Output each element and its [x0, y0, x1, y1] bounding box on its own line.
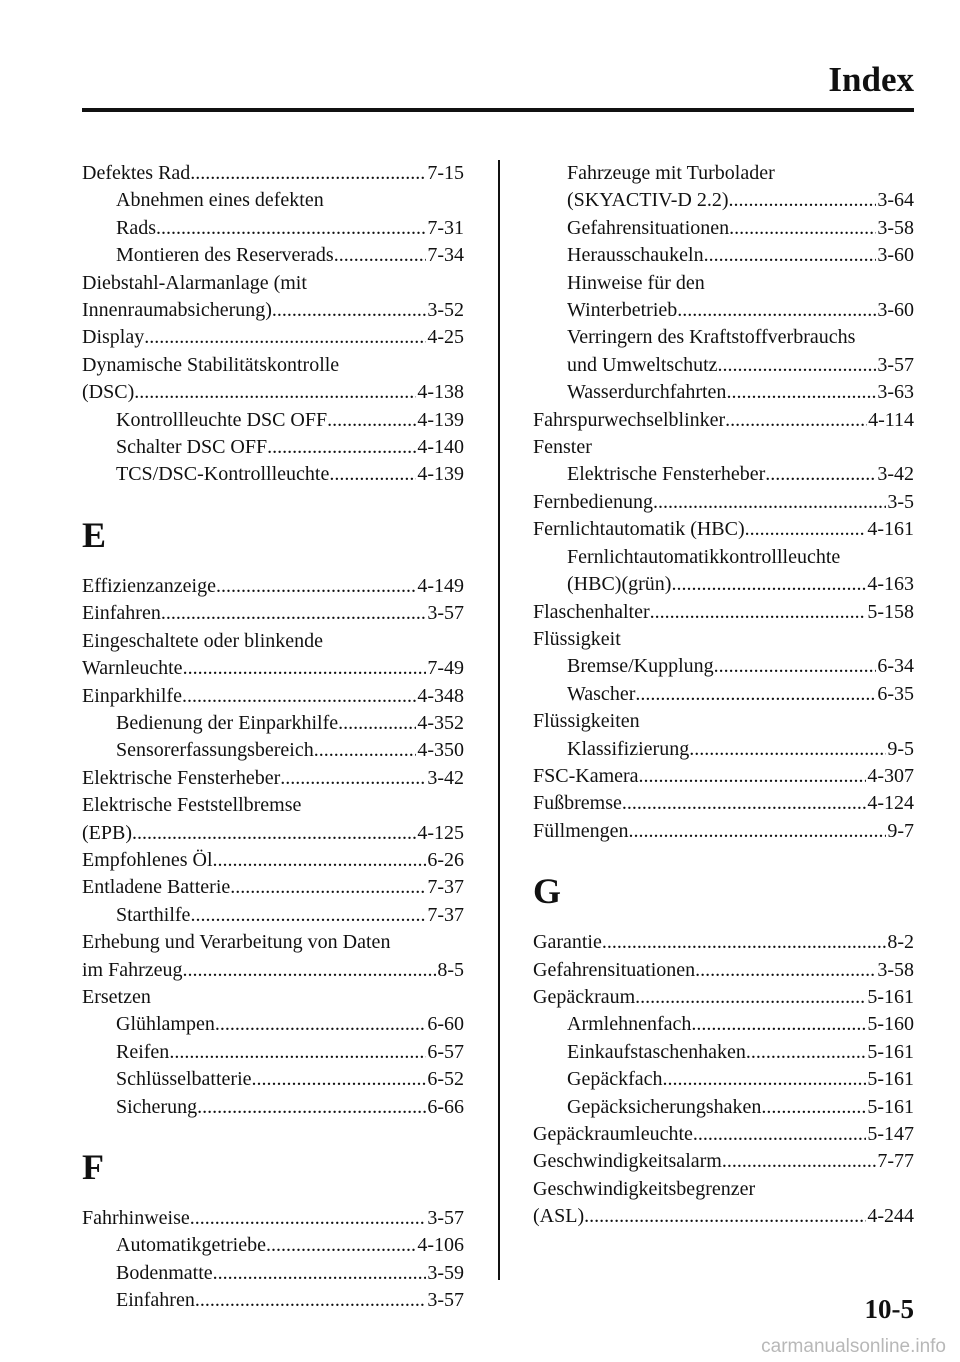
index-entry — [82, 874, 464, 901]
index-subentry — [533, 681, 914, 708]
dot-leader — [156, 215, 426, 242]
index-subentry — [82, 1287, 464, 1314]
entry-page-ref: 4-163 — [867, 573, 914, 596]
entry-text: Dynamische Stabilitätskontrolle — [82, 353, 340, 376]
dot-leader — [725, 407, 867, 434]
index-subentry — [82, 737, 464, 764]
index-subentry — [533, 1066, 914, 1093]
entry-text: Effizienzanzeige — [82, 574, 216, 597]
entry-text: Fahrhinweise — [82, 1207, 190, 1229]
entry-text: Sicherung — [116, 1095, 198, 1118]
index-entry — [533, 407, 914, 434]
dot-leader — [629, 818, 887, 845]
entry-text: Wascher — [567, 682, 636, 705]
entry-text: Starthilfe — [116, 903, 191, 926]
dot-leader — [746, 1039, 867, 1066]
dot-leader — [230, 874, 426, 901]
index-entry-line — [533, 160, 914, 187]
entry-text: Elektrische Fensterheber — [82, 766, 281, 789]
dot-leader — [653, 489, 886, 516]
index-subentry — [82, 461, 464, 488]
entry-text: Ersetzen — [82, 985, 151, 1008]
entry-text: FSC-Kamera — [533, 764, 639, 787]
index-entry — [533, 489, 914, 516]
entry-text: Armlehnenfach — [567, 1013, 692, 1036]
index-subentry — [82, 1039, 464, 1066]
entry-page-ref: 8-2 — [887, 931, 914, 954]
entry-page-ref: 7-15 — [427, 162, 464, 184]
dot-leader — [134, 379, 416, 406]
entry-text: Gepäckfach — [567, 1068, 663, 1091]
index-entry-line — [533, 708, 914, 735]
entry-page-ref: 4-124 — [867, 792, 914, 815]
entry-text: Fenster — [533, 436, 592, 459]
dot-leader — [728, 187, 876, 214]
index-subentry — [533, 242, 914, 269]
entry-text: im Fahrzeug — [82, 958, 183, 981]
entry-text: Gefahrensituationen — [567, 216, 730, 239]
entry-page-ref: 6-52 — [427, 1068, 464, 1091]
entry-page-ref: 4-125 — [417, 821, 464, 844]
index-entry — [82, 324, 464, 351]
index-subentry — [82, 710, 464, 737]
index-entry — [82, 600, 464, 627]
entry-page-ref: 3-52 — [427, 299, 464, 322]
index-entry — [533, 1148, 914, 1175]
index-subentry — [82, 434, 464, 461]
entry-page-ref: 4-350 — [417, 739, 464, 762]
entry-text: Füllmengen — [533, 819, 629, 842]
entry-page-ref: 6-60 — [427, 1013, 464, 1036]
index-entry — [533, 984, 914, 1011]
entry-page-ref: 3-57 — [427, 602, 464, 625]
dot-leader — [729, 215, 876, 242]
dot-leader — [272, 297, 426, 324]
entry-text: Fahrspurwechselblinker — [533, 408, 726, 431]
entry-text: Fahrzeuge mit Turbolader — [567, 162, 775, 184]
entry-text: Fernlichtautomatik (HBC) — [533, 518, 745, 541]
index-subentry — [82, 902, 464, 929]
dot-leader — [190, 902, 426, 929]
entry-text: Gepäckraum — [533, 985, 636, 1008]
entry-page-ref: 4-161 — [867, 518, 914, 541]
entry-text: Defektes Rad — [82, 162, 191, 184]
dot-leader — [714, 653, 877, 680]
dot-leader — [266, 1232, 416, 1259]
index-entry — [82, 160, 464, 187]
index-subentry — [533, 571, 914, 598]
entry-page-ref: 5-147 — [867, 1123, 914, 1145]
dot-leader — [695, 957, 876, 984]
entry-text: Warnleuchte — [82, 657, 183, 680]
entry-page-ref: 3-42 — [427, 766, 464, 789]
dot-leader — [329, 461, 416, 488]
entry-page-ref: 3-58 — [877, 958, 914, 981]
dot-leader — [338, 710, 416, 737]
entry-text: (DSC) — [82, 381, 135, 404]
index-entry — [82, 957, 464, 984]
dot-leader — [663, 1066, 867, 1093]
dot-leader — [726, 379, 876, 406]
dot-leader — [691, 1011, 866, 1038]
index-entry — [82, 655, 464, 682]
entry-text: Rads — [116, 216, 156, 239]
entry-text: Einkaufstaschenhaken — [567, 1040, 746, 1063]
entry-page-ref: 6-66 — [427, 1095, 464, 1118]
entry-text: (EPB) — [82, 821, 132, 844]
entry-text: Display — [82, 326, 145, 349]
index-entry-line — [533, 544, 914, 571]
entry-page-ref: 6-57 — [427, 1040, 464, 1063]
entry-text: (HBC)(grün) — [567, 573, 672, 596]
page-number: 10-5 — [864, 1294, 914, 1324]
entry-page-ref: 6-34 — [877, 655, 914, 678]
entry-text: Gefahrensituationen — [533, 958, 696, 981]
entry-page-ref: 3-60 — [877, 299, 914, 322]
entry-page-ref: 6-26 — [427, 848, 464, 871]
index-column-left — [82, 160, 464, 1315]
entry-text: Einfahren — [116, 1289, 195, 1312]
index-subentry — [533, 215, 914, 242]
entry-text: Klassifizierung — [567, 737, 690, 760]
dot-leader — [252, 1066, 427, 1093]
index-entry-line — [533, 434, 914, 461]
entry-page-ref: 4-138 — [417, 381, 464, 404]
index-subentry — [82, 242, 464, 269]
entry-page-ref: 3-58 — [877, 216, 914, 239]
column-divider — [498, 160, 500, 1280]
dot-leader — [215, 1011, 426, 1038]
entry-page-ref: 3-5 — [887, 490, 914, 513]
entry-page-ref: 3-42 — [877, 463, 914, 486]
entry-text: (ASL) — [533, 1205, 585, 1228]
entry-page-ref: 7-34 — [427, 244, 464, 267]
index-subentry — [533, 187, 914, 214]
dot-leader — [195, 1287, 426, 1314]
dot-leader — [602, 929, 886, 956]
entry-page-ref: 7-77 — [877, 1150, 914, 1173]
index-subentry — [533, 1011, 914, 1038]
entry-page-ref: 3-63 — [877, 381, 914, 404]
index-entry-line — [82, 352, 464, 379]
entry-text: Eingeschaltete oder blinkende — [82, 629, 324, 652]
entry-page-ref: 4-139 — [417, 463, 464, 486]
dot-leader — [622, 790, 866, 817]
entry-page-ref: 4-149 — [417, 574, 464, 597]
entry-page-ref: 3-59 — [427, 1261, 464, 1284]
entry-text: Flaschenhalter — [533, 600, 650, 623]
index-subentry — [82, 1232, 464, 1259]
dot-leader — [169, 1039, 426, 1066]
index-entry — [82, 765, 464, 792]
entry-page-ref: 9-5 — [887, 737, 914, 760]
entry-text: Schlüsselbatterie — [116, 1068, 252, 1091]
entry-text: Glühlampen — [116, 1013, 215, 1036]
index-subentry — [533, 379, 914, 406]
dot-leader — [334, 242, 427, 269]
entry-page-ref: 4-244 — [867, 1205, 914, 1228]
index-entry — [82, 820, 464, 847]
index-subentry — [533, 352, 914, 379]
index-entry — [533, 790, 914, 817]
index-subentry — [82, 1260, 464, 1287]
entry-text: Abnehmen eines defekten — [116, 189, 324, 212]
entry-text: Diebstahl-Alarmanlage (mit — [82, 271, 307, 294]
dot-leader — [197, 1094, 426, 1121]
entry-page-ref: 4-140 — [417, 436, 464, 459]
entry-page-ref: 7-37 — [427, 876, 464, 899]
entry-text: Hinweise für den — [567, 271, 705, 294]
entry-page-ref: 4-25 — [427, 326, 464, 349]
entry-text: Innenraumabsicherung) — [82, 299, 272, 322]
dot-leader — [650, 599, 867, 626]
index-entry-line — [82, 270, 464, 297]
index-entry-line — [82, 187, 464, 214]
entry-text: TCS/DSC-Kontrollleuchte — [116, 463, 330, 486]
section-letter: F — [82, 1147, 104, 1187]
dot-leader — [718, 352, 877, 379]
section-letter: G — [533, 871, 562, 912]
entry-page-ref: 4-348 — [417, 684, 464, 707]
index-entry — [82, 379, 464, 406]
dot-leader — [635, 984, 866, 1011]
watermark: carmanualsonline.info — [761, 1336, 946, 1357]
entry-page-ref: 5-161 — [867, 1068, 914, 1091]
entry-page-ref: 4-114 — [868, 408, 914, 431]
index-entry — [533, 929, 914, 956]
entry-page-ref: 3-64 — [877, 189, 914, 212]
entry-text: Fernbedienung — [533, 490, 653, 513]
index-entry — [533, 1203, 914, 1230]
dot-leader — [132, 820, 416, 847]
entry-text: Elektrische Feststellbremse — [82, 794, 302, 817]
dot-leader — [314, 737, 417, 764]
entry-text: (SKYACTIV-D 2.2) — [567, 189, 729, 212]
entry-text: Sensorerfassungsbereich — [116, 739, 314, 762]
index-entry — [82, 683, 464, 710]
dot-leader — [190, 1205, 427, 1232]
index-subentry — [533, 461, 914, 488]
index-subentry — [533, 1039, 914, 1066]
index-entry — [82, 1205, 464, 1232]
entry-text: Reifen — [116, 1040, 170, 1063]
dot-leader — [671, 571, 866, 598]
page-title: Index — [828, 60, 914, 99]
index-entry — [533, 1121, 914, 1148]
dot-leader — [677, 297, 876, 324]
entry-text: Flüssigkeit — [533, 627, 621, 650]
header-rule — [82, 108, 914, 112]
index-entry-line — [82, 792, 464, 819]
entry-text: Fußbremse — [533, 792, 622, 815]
entry-page-ref: 5-160 — [867, 1013, 914, 1036]
entry-text: Gepäckraumleuchte — [533, 1123, 693, 1145]
dot-leader — [183, 655, 427, 682]
entry-text: Einfahren — [82, 602, 161, 625]
entry-page-ref: 5-158 — [867, 600, 914, 623]
entry-text: Elektrische Fensterheber — [567, 463, 766, 486]
entry-page-ref: 5-161 — [867, 1040, 914, 1063]
index-entry-line — [533, 626, 914, 653]
entry-page-ref: 9-7 — [887, 819, 914, 842]
entry-page-ref: 7-31 — [427, 216, 464, 239]
entry-page-ref: 4-307 — [867, 764, 914, 787]
dot-leader — [722, 1148, 876, 1175]
index-subentry — [82, 215, 464, 242]
dot-leader — [213, 1260, 427, 1287]
section-letter: E — [82, 514, 107, 555]
entry-text: Gepäcksicherungshaken — [567, 1095, 762, 1118]
dot-leader — [693, 1121, 866, 1148]
index-entry — [533, 599, 914, 626]
index-entry — [533, 516, 914, 543]
index-entry — [82, 573, 464, 600]
entry-page-ref: 4-106 — [417, 1234, 464, 1257]
dot-leader — [639, 763, 867, 790]
index-entry — [82, 297, 464, 324]
dot-leader — [584, 1203, 866, 1230]
entry-text: Bedienung der Einparkhilfe — [116, 711, 339, 734]
index-entry — [82, 847, 464, 874]
dot-leader — [183, 957, 437, 984]
entry-text: Entladene Batterie — [82, 876, 231, 899]
index-subentry — [533, 736, 914, 763]
index-subentry — [533, 297, 914, 324]
index-entry-line — [533, 270, 914, 297]
entry-page-ref: 5-161 — [867, 1095, 914, 1118]
dot-leader — [216, 573, 416, 600]
entry-text: Bodenmatte — [116, 1261, 213, 1284]
entry-page-ref: 7-49 — [427, 657, 464, 680]
entry-text: Erhebung und Verarbeitung von Daten — [82, 931, 391, 954]
dot-leader — [761, 1094, 866, 1121]
entry-page-ref: 8-5 — [437, 958, 464, 981]
entry-text: Geschwindigkeitsbegrenzer — [533, 1177, 756, 1200]
entry-text: Wasserdurchfahrten — [567, 381, 727, 404]
entry-page-ref: 7-37 — [427, 903, 464, 926]
dot-leader — [213, 847, 427, 874]
dot-leader — [327, 407, 416, 434]
entry-page-ref: 3-57 — [427, 1207, 464, 1229]
index-entry-line — [82, 628, 464, 655]
entry-page-ref: 3-57 — [877, 353, 914, 376]
index-subentry — [82, 1066, 464, 1093]
dot-leader — [190, 160, 426, 187]
index-subentry — [82, 1094, 464, 1121]
entry-text: Winterbetrieb — [567, 299, 678, 322]
dot-leader — [765, 461, 876, 488]
dot-leader — [745, 516, 867, 543]
index-entry — [533, 957, 914, 984]
entry-text: Bremse/Kupplung — [567, 655, 714, 678]
entry-page-ref: 3-57 — [427, 1289, 464, 1312]
dot-leader — [704, 242, 877, 269]
index-entry — [533, 763, 914, 790]
entry-page-ref: 3-60 — [877, 244, 914, 267]
dot-leader — [267, 434, 416, 461]
entry-page-ref: 4-352 — [417, 711, 464, 734]
dot-leader — [635, 681, 876, 708]
dot-leader — [182, 683, 416, 710]
entry-text: und Umweltschutz — [567, 353, 718, 376]
dot-leader — [161, 600, 426, 627]
index-column-right — [533, 160, 914, 1231]
entry-text: Kontrollleuchte DSC OFF — [116, 408, 328, 431]
index-entry-line — [533, 324, 914, 351]
entry-text: Automatikgetriebe — [116, 1234, 266, 1257]
entry-page-ref: 4-139 — [417, 408, 464, 431]
dot-leader — [280, 765, 426, 792]
index-subentry — [533, 653, 914, 680]
entry-text: Herausschaukeln — [567, 244, 704, 267]
index-entry-line — [82, 929, 464, 956]
dot-leader — [689, 736, 886, 763]
index-subentry — [82, 407, 464, 434]
entry-text: Fernlichtautomatikkontrollleuchte — [567, 545, 841, 568]
entry-page-ref: 5-161 — [867, 985, 914, 1008]
entry-page-ref: 6-35 — [877, 682, 914, 705]
entry-text: Montieren des Reserverads — [116, 244, 334, 267]
index-entry — [533, 818, 914, 845]
entry-text: Empfohlenes Öl — [82, 848, 213, 871]
entry-text: Verringern des Kraftstoffverbrauchs — [567, 326, 856, 349]
entry-text: Einparkhilfe — [82, 684, 182, 707]
entry-text: Garantie — [533, 931, 602, 954]
entry-text: Schalter DSC OFF — [116, 436, 268, 459]
entry-text: Geschwindigkeitsalarm — [533, 1150, 722, 1173]
index-subentry — [82, 1011, 464, 1038]
entry-text: Flüssigkeiten — [533, 710, 640, 733]
index-entry-line — [82, 984, 464, 1011]
dot-leader — [144, 324, 426, 351]
index-entry-line — [533, 1176, 914, 1203]
index-subentry — [533, 1094, 914, 1121]
